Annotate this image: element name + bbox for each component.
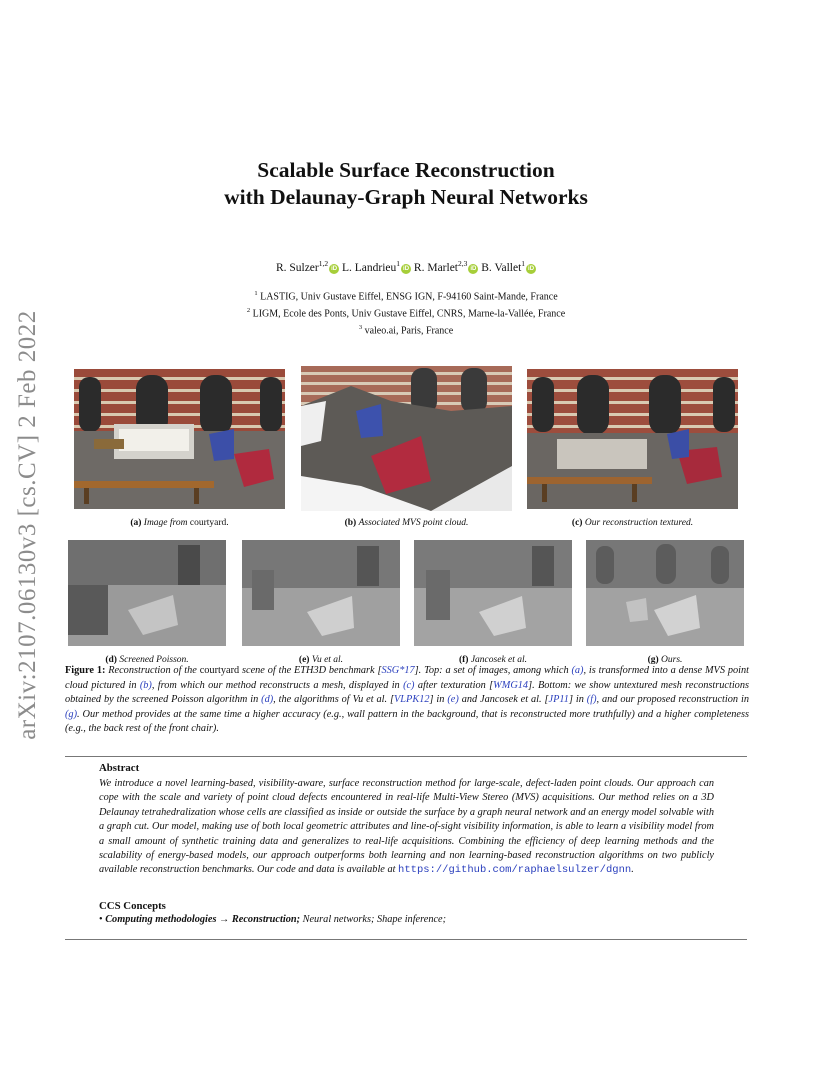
subfigure-ref-link[interactable]: (d) xyxy=(261,694,274,706)
orcid-icon[interactable]: iD xyxy=(331,265,338,272)
subfigure-caption-g: (g) Ours. xyxy=(647,655,683,665)
author-affil-sup: 1 xyxy=(396,259,401,268)
subfigure-caption-f: (f) Jancosek et al. xyxy=(458,655,528,665)
arxiv-stamp: arXiv:2107.06130v3 [cs.CV] 2 Feb 2022 xyxy=(14,310,41,740)
citation-link[interactable]: WMG14 xyxy=(493,679,529,691)
subfigure-ref-link[interactable]: (e) xyxy=(447,694,459,706)
author-affil-sup: 1 xyxy=(521,259,526,268)
author-name: B. Vallet xyxy=(481,261,522,274)
subfigure-caption-e: (e) Vu et al. xyxy=(298,655,344,665)
affiliations xyxy=(100,287,712,337)
subfigure-caption-b: (b) Associated MVS point cloud. xyxy=(344,518,469,528)
title-line-1: Scalable Surface Reconstruction xyxy=(257,158,555,182)
figure-caption: Figure 1: Reconstruction of the courtyard scene of the ETH3D benchmark [SSG*17]. Top: a set of images, among which (a), is transformed into a dense MVS point cloud pictured in (b), from which our method reconstructs a mesh, displayed in (c) after texturation [WMG14]. Bottom: we show untextured mesh reconstructions obtained by the screened Poisson algorithm in (d), the algorithms of Vu et al. [VLPK12] in (e) and Jancosek et al. [JP11] in (f), and our proposed reconstruction in (g). Our method provides at the same time a higher accuracy (e.g., wall pattern in the background, that is reconstructed more truthfully) and a higher completeness (e.g., the back rest of the front chair). xyxy=(65,665,749,735)
code-url-link[interactable]: https://github.com/raphaelsulzer/dgnn xyxy=(398,864,632,877)
subfigure-ref-link[interactable]: (g) xyxy=(65,708,78,720)
citation-link[interactable]: SSG*17 xyxy=(381,665,415,676)
citation-link[interactable]: VLPK12 xyxy=(394,694,430,706)
abstract-text: We introduce a novel learning-based, visibility-aware, surface reconstruction method for large-scale, defect-laden point clouds. Our approach can cope with the scale and variety of point cloud defects encountered in real-life Multi-View Stereo (MVS) acquisitions. Our method relies on a 3D Delaunay tetrahedralization whose cells are classified as inside or outside the surface by a graph neural network and an energy model solvable with a graph cut. Our model, making use of both local geometric attributes and line-of-sight visibility information, is able to learn a visibility model from a small amount of synthetic training data and generalizes to real-life acquisitions. Combining the efficiency of deep learning methods and the scalability of energy-based models, our approach outperforms both learning and non learning-based reconstruction algorithms on two publicly available reconstruction benchmarks. Our code and data is available at https://github.com/raphaelsulzer/dgnn. xyxy=(99,778,714,877)
paper-title xyxy=(100,157,712,211)
affiliation-line: $^1$ LASTIG, Univ Gustave Eiffel, ENSG IGN, F-94160 Saint-Mande, France xyxy=(254,290,558,303)
figure-image-jancosek-et-al xyxy=(414,540,572,646)
orcid-icon[interactable]: iD xyxy=(403,265,410,272)
subfigure-ref-link[interactable]: (b) xyxy=(139,679,152,691)
author-affil-sup: 2,3 xyxy=(458,259,468,268)
section-divider xyxy=(65,756,747,757)
subfigure-caption-a: (a) Image from courtyard. xyxy=(130,518,229,528)
figure-image-textured-reconstruction xyxy=(527,369,738,509)
figure-image-screened-poisson xyxy=(68,540,226,646)
author-name: L. Landrieu xyxy=(342,261,397,274)
subfigure-caption-c: (c) Our reconstruction textured. xyxy=(571,518,694,528)
subfigure-ref-link[interactable]: (a) xyxy=(571,665,584,676)
subfigure-ref-link[interactable]: (f) xyxy=(586,694,597,706)
author-affil-sup: 1,2 xyxy=(318,259,329,268)
abstract-heading: Abstract xyxy=(99,762,140,774)
author-list xyxy=(100,259,712,274)
figure-image-mvs-point-cloud xyxy=(301,366,512,511)
subfigure-ref-link[interactable]: (c) xyxy=(403,679,415,691)
author-name: R. Sulzer xyxy=(275,261,319,274)
ccs-heading: CCS Concepts xyxy=(99,900,166,912)
affiliation-line: $^3$ valeo.ai, Paris, France xyxy=(358,323,454,336)
subfigure-caption-d: (d) Screened Poisson. xyxy=(105,655,189,665)
figure-image-ours xyxy=(586,540,744,646)
title-line-2: with Delaunay-Graph Neural Networks xyxy=(224,185,588,209)
orcid-icon[interactable]: iD xyxy=(528,265,535,272)
citation-link[interactable]: JP11 xyxy=(548,694,569,706)
orcid-icon[interactable]: iD xyxy=(470,265,477,272)
ccs-concepts: • Computing methodologies → Reconstruction; Neural networks; Shape inference; xyxy=(99,914,447,925)
affiliation-line: $^2$ LIGM, Ecole des Ponts, Univ Gustave Eiffel, CNRS, Marne-la-Vallée, France xyxy=(246,306,566,320)
author-name: R. Marlet xyxy=(413,261,458,274)
figure-image-courtyard-photo xyxy=(74,369,285,509)
section-divider xyxy=(65,939,747,940)
figure-image-vu-et-al xyxy=(242,540,400,646)
